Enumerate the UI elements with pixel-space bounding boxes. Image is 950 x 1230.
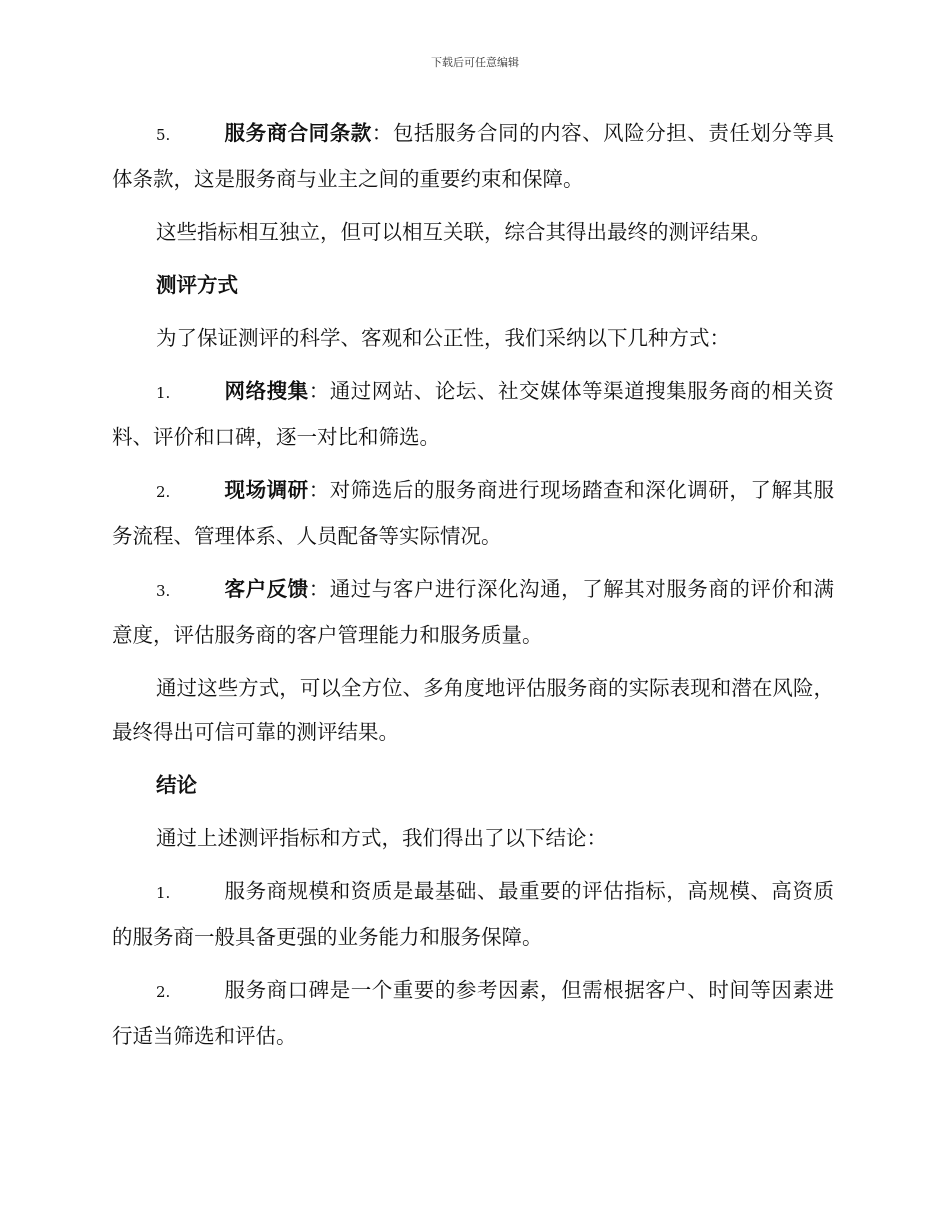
list-text: 服务商规模和资质是最基础、最重要的评估指标，高规模、高资质的服务商一般具备更强的业务能力和服务保障。 <box>112 879 834 949</box>
list-number: 1. <box>156 884 171 902</box>
list-item-method <box>112 369 834 459</box>
list-number: 5. <box>156 126 171 144</box>
section-heading-conclusion: 结论 <box>156 773 197 797</box>
list-item-contract-terms <box>112 111 834 201</box>
list-number: 1. <box>156 384 171 402</box>
list-item-conclusion <box>112 968 834 1058</box>
paragraph: 通过这些方式，可以全方位、多角度地评估服务商的实际表现和潜在风险，最终得出可信可靠的测评结果。 <box>112 676 834 744</box>
list-term: 现场调研 <box>224 478 309 502</box>
section-heading-method: 测评方式 <box>156 273 238 297</box>
paragraph: 这些指标相互独立，但可以相互关联，综合其得出最终的测评结果。 <box>156 220 771 244</box>
list-number: 2. <box>156 483 171 501</box>
list-text: ：通过网站、论坛、社交媒体等渠道搜集服务商的相关资料、评价和口碑，逐一对比和筛选。 <box>112 379 835 449</box>
list-text: 服务商口碑是一个重要的参考因素，但需根据客户、时间等因素进行适当筛选和评估。 <box>112 978 834 1048</box>
list-term: 网络搜集 <box>224 379 309 403</box>
paragraph: 通过上述测评指标和方式，我们得出了以下结论： <box>156 826 607 850</box>
list-item-conclusion <box>112 869 834 959</box>
list-number: 3. <box>156 582 171 600</box>
list-item-method <box>112 567 834 657</box>
page-header: 下载后可任意编辑 <box>431 56 519 69</box>
list-number: 2. <box>156 983 171 1001</box>
document-body <box>112 111 834 1067</box>
list-text: ：通过与客户进行深化沟通，了解其对服务商的评价和满意度，评估服务商的客户管理能力和服务质量。 <box>112 577 835 647</box>
list-term: 客户反馈 <box>224 577 309 601</box>
list-term: 服务商合同条款 <box>224 121 372 145</box>
list-item-method <box>112 468 834 558</box>
paragraph: 为了保证测评的科学、客观和公正性，我们采纳以下几种方式： <box>156 326 730 350</box>
list-text: ：包括服务合同的内容、风险分担、责任划分等具体条款，这是服务商与业主之间的重要约束和保障。 <box>112 121 835 191</box>
list-text: ：对筛选后的服务商进行现场踏查和深化调研，了解其服务流程、管理体系、人员配备等实际情况。 <box>112 478 835 548</box>
